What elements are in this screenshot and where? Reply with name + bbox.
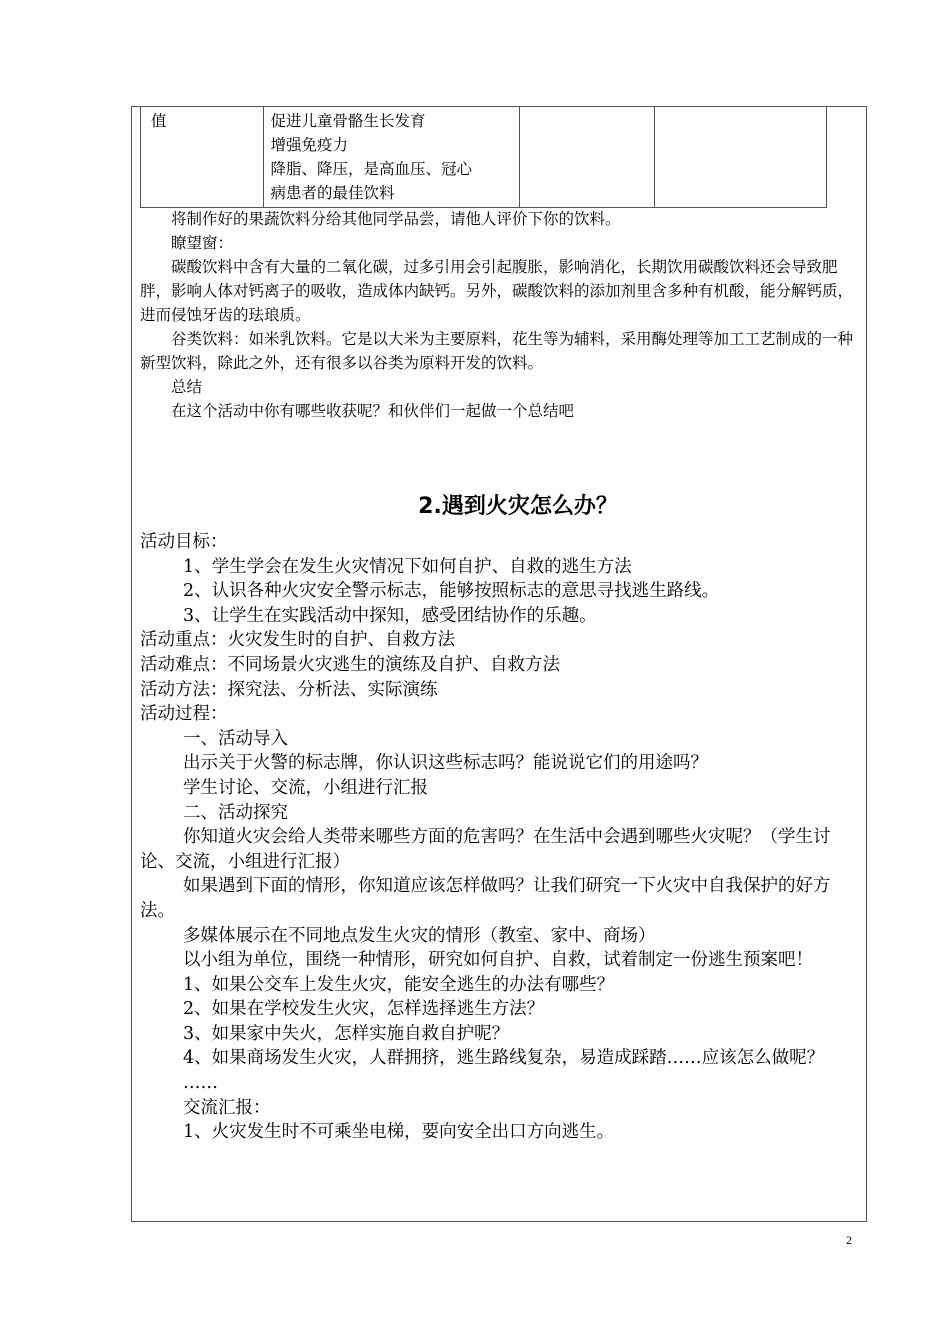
paragraph: 在这个活动中你有哪些收获呢？和伙伴们一起做一个总结吧 [171,402,575,420]
ellipsis: …… [183,1073,218,1094]
section-title: 2.遇到火灾怎么办？ [418,494,618,519]
table-cell-empty [654,107,826,208]
goal-item: 1、学生学会在发生火灾情况下如何自护、自救的逃生方法 [183,556,632,577]
table-cell-label: 值 [141,107,264,208]
table-row [141,107,827,208]
paragraph: 出示关于火警的标志牌，你认识这些标志吗？能说说它们的用途吗？ [183,753,708,774]
key-point: 活动重点：火灾发生时的自护、自救方法 [140,630,455,651]
table-cell-empty [520,107,655,208]
benefit-line: 降脂、降压，是高血压、冠心 [270,160,472,178]
benefit-line: 促进儿童骨骼生长发育 [270,112,426,130]
goal-heading: 活动目标： [140,532,228,552]
goal-item: 3、让学生在实践活动中探知，感受团结协作的乐趣。 [183,605,597,626]
question-item: 4、如果商场发生火灾，人群拥挤，逃生路线复杂，易造成踩踏……应该怎么做呢？ [183,1048,825,1069]
paragraph: 瞭望窗： [171,234,234,252]
paragraph: 将制作好的果蔬饮料分给其他同学品尝，请他人评价下你的饮料。 [171,210,621,228]
method: 活动方法：探究法、分析法、实际演练 [140,679,438,700]
paragraph: 你知道火灾会给人类带来哪些方面的危害吗？在生活中会遇到哪些火灾呢？（学生讨论、交流，小组进行汇报） [140,827,831,872]
goal-item: 2、认识各种火灾安全警示标志，能够按照标志的意思寻找逃生路线。 [183,581,720,602]
paragraph: 碳酸饮料中含有大量的二氧化碳，过多引用会引起腹胀，影响消化，长期饮用碳酸饮料还会导致肥胖，影响人体对钙离子的吸收，造成体内缺钙。另外，碳酸饮料的添加剂里含多种有机酸，能分解钙质，进而侵蚀牙齿的珐琅质。 [140,258,854,324]
benefit-line: 病患者的最佳饮料 [270,184,395,202]
table-cell-benefits [264,107,520,208]
step-heading: 二、活动探究 [183,802,288,823]
nutrition-table [140,106,827,208]
question-item: 1、如果公交车上发生火灾，能安全逃生的办法有哪些？ [183,974,615,995]
report-heading: 交流汇报： [183,1097,271,1118]
paragraph: 总结 [171,378,203,396]
paragraph: 谷类饮料：如米乳饮料。它是以大米为主要原料，花生等为辅料，采用酶处理等加工工艺制成的一种新型饮料，除此之外，还有很多以谷类为原料开发的饮料。 [140,330,854,372]
paragraph: 以小组为单位，围绕一种情形，研究如何自护、自救，试着制定一份逃生预案吧！ [183,950,813,971]
question-item: 2、如果在学校发生火灾，怎样选择逃生方法？ [183,999,545,1020]
paragraph: 如果遇到下面的情形，你知道应该怎样做吗？让我们研究一下火灾中自我保护的好方法。 [140,876,831,921]
drink-section [140,207,860,423]
process-heading: 活动过程： [140,704,228,725]
page-number: 2 [846,1233,852,1247]
fire-section [140,530,860,1145]
paragraph: 学生讨论、交流，小组进行汇报 [183,777,428,798]
paragraph: 多媒体展示在不同地点发生火灾的情形（教室、家中、商场） [183,925,656,946]
difficulty: 活动难点：不同场景火灾逃生的演练及自护、自救方法 [140,654,560,675]
report-item: 1、火灾发生时不可乘坐电梯，要向安全出口方向逃生。 [183,1122,615,1143]
question-item: 3、如果家中失火，怎样实施自救自护呢？ [183,1023,510,1044]
step-heading: 一、活动导入 [183,728,288,749]
benefit-line: 增强免疫力 [270,136,348,154]
